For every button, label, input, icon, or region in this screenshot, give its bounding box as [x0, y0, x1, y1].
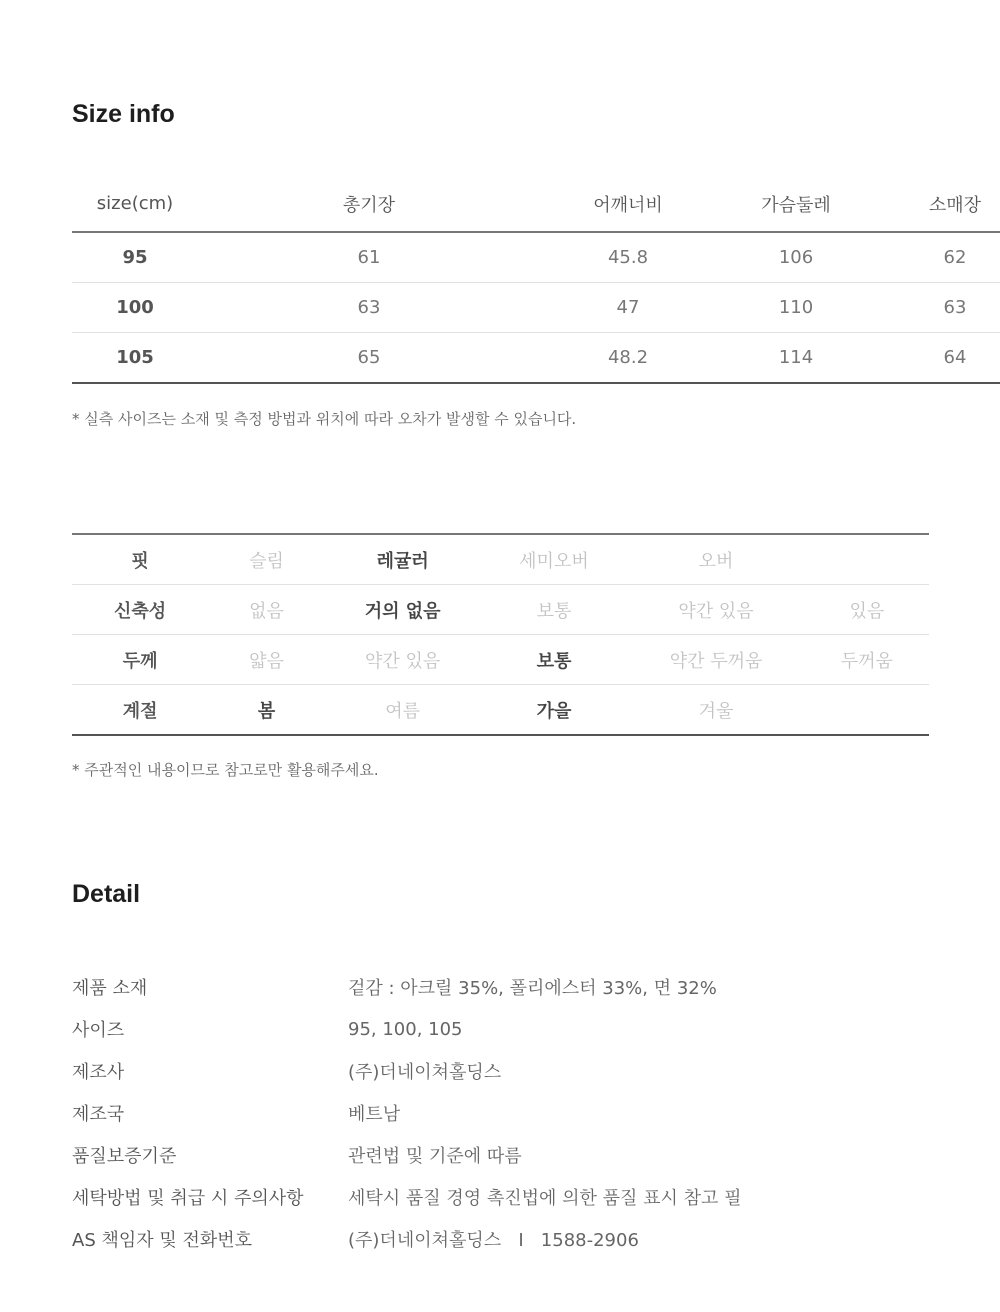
- header-size: size(cm): [72, 176, 198, 232]
- fit-option: 있음: [805, 585, 929, 635]
- cell: 106: [716, 232, 876, 283]
- fit-option: 여름: [325, 685, 481, 736]
- fit-option: 얇음: [208, 635, 325, 685]
- cell: 48.2: [540, 333, 716, 384]
- cell: 47: [540, 283, 716, 333]
- table-row: [72, 232, 1000, 283]
- size-label: 100: [72, 283, 198, 333]
- size-label: 105: [72, 333, 198, 384]
- header-total-length: 총기장: [198, 176, 540, 232]
- detail-value: 관련법 및 기준에 따름: [348, 1146, 522, 1167]
- fit-option: 없음: [208, 585, 325, 635]
- fit-row: [72, 534, 929, 585]
- table-row: [72, 333, 1000, 384]
- cell: 114: [716, 333, 876, 384]
- size-label: 95: [72, 232, 198, 283]
- fit-option-selected: 레귤러: [325, 534, 481, 585]
- table-row: [72, 283, 1000, 333]
- fit-option: 약간 있음: [627, 585, 804, 635]
- fit-option-selected: 거의 없음: [325, 585, 481, 635]
- cell: 63: [198, 283, 540, 333]
- detail-key: 사이즈: [72, 1020, 125, 1041]
- fit-row: [72, 685, 929, 736]
- fit-table: [72, 533, 929, 736]
- detail-title: Detail: [72, 880, 141, 908]
- detail-row: [72, 1008, 929, 1050]
- cell: 63: [876, 283, 1000, 333]
- detail-value: 겉감 : 아크릴 35%, 폴리에스터 33%, 면 32%: [348, 978, 717, 999]
- detail-row: [72, 1218, 929, 1260]
- header-chest: 가슴둘레: [716, 176, 876, 232]
- detail-list: [72, 966, 929, 1260]
- fit-note: * 주관적인 내용이므로 참고로만 활용해주세요.: [72, 761, 379, 779]
- fit-option: 보통: [480, 585, 627, 635]
- fit-option: 두꺼움: [805, 635, 929, 685]
- detail-row: [72, 966, 929, 1008]
- detail-key: 제조사: [72, 1062, 125, 1083]
- size-note: * 실측 사이즈는 소재 및 측정 방법과 위치에 따라 오차가 발생할 수 있습니다.: [72, 410, 577, 428]
- size-table-header: [72, 176, 1000, 232]
- cell: 61: [198, 232, 540, 283]
- fit-label: 두께: [72, 635, 208, 685]
- fit-row: [72, 635, 929, 685]
- cell: 65: [198, 333, 540, 384]
- detail-key: 제조국: [72, 1104, 125, 1125]
- header-shoulder: 어깨너비: [540, 176, 716, 232]
- fit-option-selected: 가을: [480, 685, 627, 736]
- cell: 110: [716, 283, 876, 333]
- detail-value: (주)더네이쳐홀딩스 I 1588-2906: [348, 1230, 639, 1251]
- detail-value: 베트남: [348, 1104, 401, 1125]
- fit-row: [72, 585, 929, 635]
- cell: 62: [876, 232, 1000, 283]
- cell: 45.8: [540, 232, 716, 283]
- size-table: [72, 176, 1000, 384]
- fit-option: [805, 534, 929, 585]
- fit-option: 오버: [627, 534, 804, 585]
- fit-option-selected: 봄: [208, 685, 325, 736]
- header-sleeve: 소매장: [876, 176, 1000, 232]
- detail-row: [72, 1134, 929, 1176]
- fit-option: 약간 있음: [325, 635, 481, 685]
- fit-label: 핏: [72, 534, 208, 585]
- fit-label: 신축성: [72, 585, 208, 635]
- detail-row: [72, 1050, 929, 1092]
- fit-option-selected: 보통: [480, 635, 627, 685]
- fit-option: 겨울: [627, 685, 804, 736]
- detail-row: [72, 1176, 929, 1218]
- fit-option: 약간 두꺼움: [627, 635, 804, 685]
- fit-option: 슬림: [208, 534, 325, 585]
- detail-key: AS 책임자 및 전화번호: [72, 1230, 253, 1251]
- detail-value: (주)더네이쳐홀딩스: [348, 1062, 502, 1083]
- size-info-title: Size info: [72, 100, 175, 128]
- detail-value: 95, 100, 105: [348, 1018, 463, 1040]
- detail-key: 품질보증기준: [72, 1146, 177, 1167]
- detail-row: [72, 1092, 929, 1134]
- fit-option: 세미오버: [480, 534, 627, 585]
- detail-value: 세탁시 품질 경영 촉진법에 의한 품질 표시 참고 필: [348, 1188, 742, 1209]
- detail-key: 세탁방법 및 취급 시 주의사항: [72, 1188, 304, 1209]
- cell: 64: [876, 333, 1000, 384]
- fit-option: [805, 685, 929, 736]
- fit-label: 계절: [72, 685, 208, 736]
- detail-key: 제품 소재: [72, 978, 148, 999]
